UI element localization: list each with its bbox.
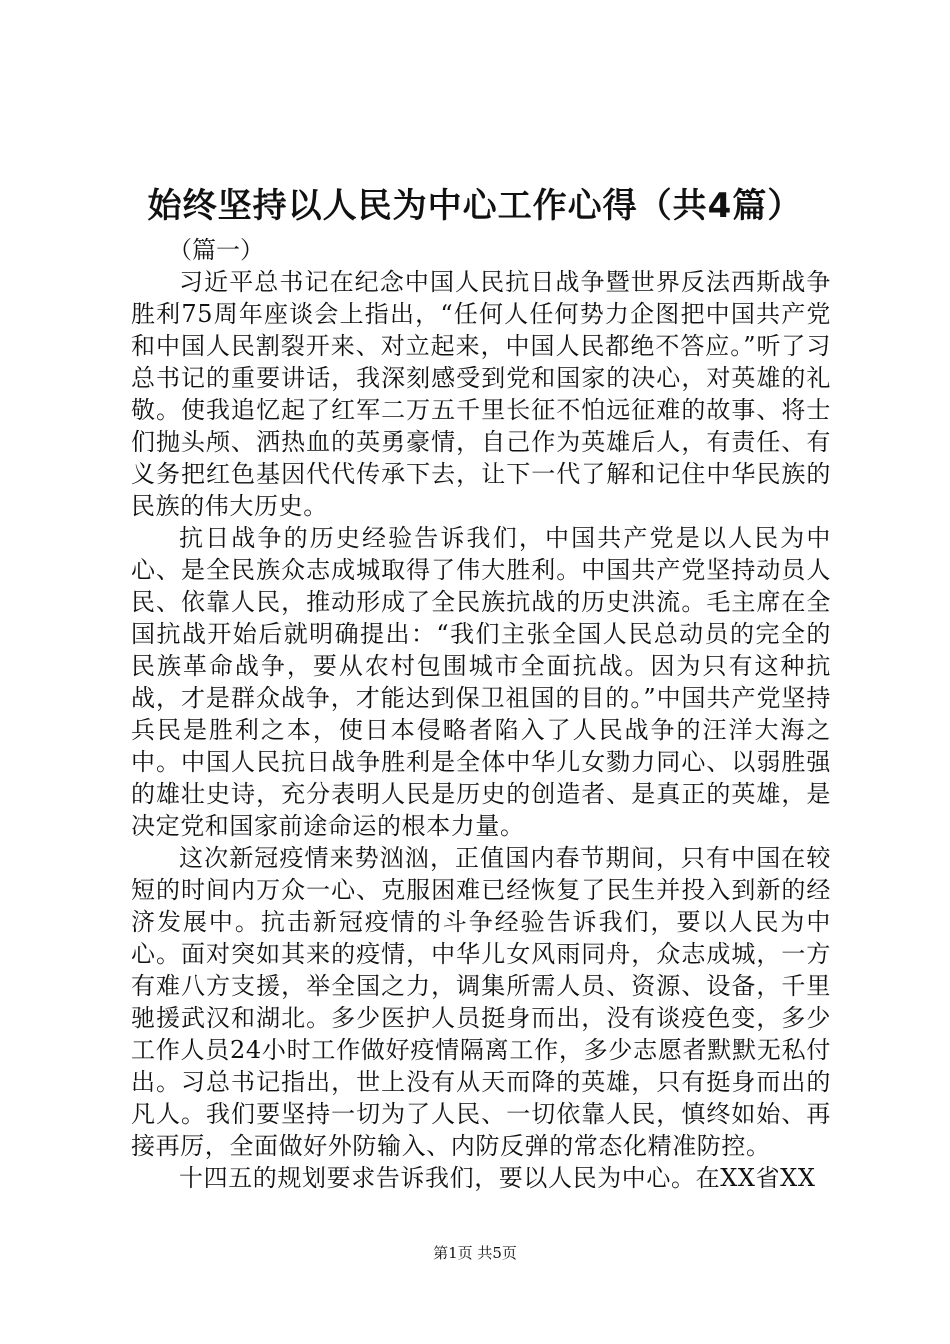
page-number-footer: 第1页 共5页 (433, 1244, 517, 1262)
document-title: 始终坚持以人民为中心工作心得（共4篇） (147, 186, 803, 226)
paragraph: 十四五的规划要求告诉我们，要以人民为中心。在XX省XX (179, 1164, 816, 1192)
paragraph: 抗日战争的历史经验告诉我们，中国共产党是以人民为中心、是全民族众志成城取得了伟大胜利。中国共产党坚持动员人民、依靠人民，推动形成了全民族抗战的历史洪流。毛主席在全国抗战开始后就明确提出：“我们主张全国人民总动员的完全的民族革命战争，要从农村包围城市全面抗战。因为只有这种抗战，才是群众战争，才能达到保卫祖国的目的。”中国共产党坚持兵民是胜利之本，使日本侵略者陷入了人民战争的汪洋大海之中。中国人民抗日战争胜利是全体中华儿女勠力同心、以弱胜强的雄壮史诗，充分表明人民是历史的创造者、是真正的英雄，是决定党和国家前途命运的根本力量。 (131, 524, 831, 840)
section-label: （篇一） (168, 236, 264, 264)
paragraph: 习近平总书记在纪念中国人民抗日战争暨世界反法西斯战争胜利75周年座谈会上指出，“任何人任何势力企图把中国共产党和中国人民割裂开来、对立起来，中国人民都绝不答应。”听了习总书记的重要讲话，我深刻感受到党和国家的决心，对英雄的礼敬。使我追忆起了红军二万五千里长征不怕远征难的故事、将士们抛头颅、洒热血的英勇豪情，自己作为英雄后人，有责任、有义务把红色基因代代传承下去，让下一代了解和记住中华民族的民族的伟大历史。 (131, 268, 831, 520)
paragraph: 这次新冠疫情来势汹汹，正值国内春节期间，只有中国在较短的时间内万众一心、克服困难已经恢复了民生并投入到新的经济发展中。抗击新冠疫情的斗争经验告诉我们，要以人民为中心。面对突如其来的疫情，中华儿女风雨同舟，众志成城，一方有难八方支援，举全国之力，调集所需人员、资源、设备，千里驰援武汉和湖北。多少医护人员挺身而出，没有谈疫色变，多少工作人员24小时工作做好疫情隔离工作，多少志愿者默默无私付出。习总书记指出，世上没有从天而降的英雄，只有挺身而出的凡人。我们要坚持一切为了人民、一切依靠人民，慎终如始、再接再厉，全面做好外防输入、内防反弹的常态化精准防控。 (131, 844, 831, 1160)
document-body (131, 266, 831, 1194)
